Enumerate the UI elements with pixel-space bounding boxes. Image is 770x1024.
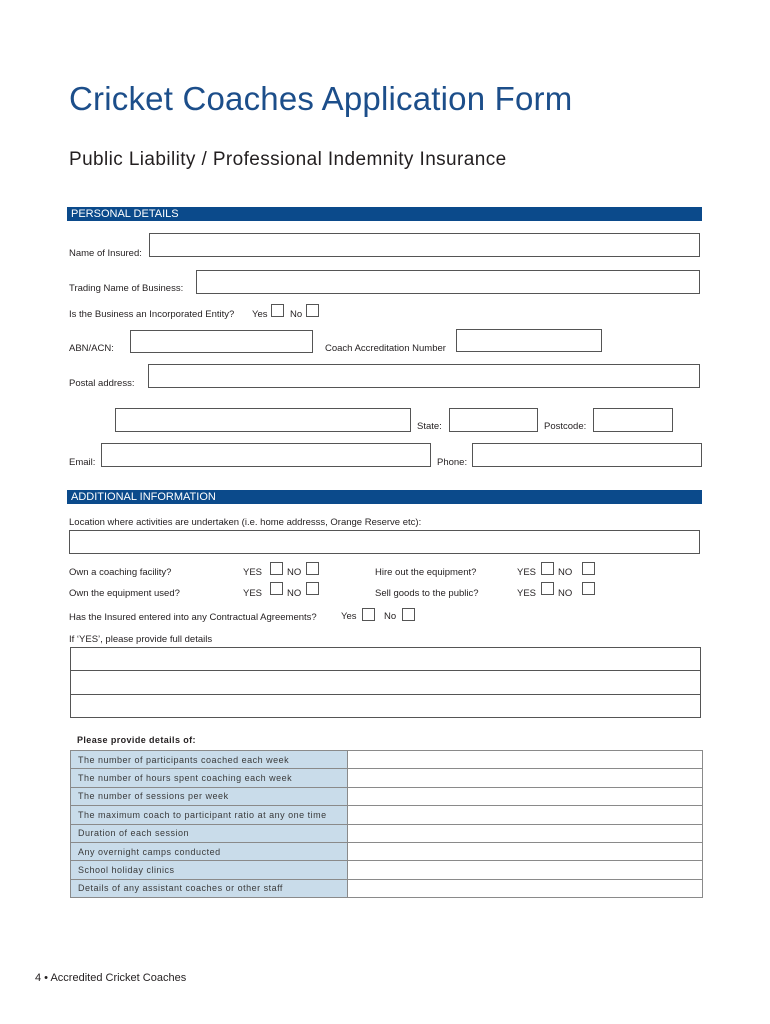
abn-label: ABN/ACN: — [69, 343, 114, 354]
coach-accreditation-label: Coach Accreditation Number — [325, 343, 446, 354]
phone-label: Phone: — [437, 457, 468, 468]
details-question: The maximum coach to participant ratio at any one time — [71, 806, 348, 824]
contractual-question: Has the Insured entered into any Contractual Agreements? — [69, 612, 317, 623]
name-of-insured-field[interactable] — [149, 233, 700, 257]
table-row — [71, 787, 703, 805]
email-field[interactable] — [101, 443, 431, 467]
location-question: Location where activities are undertaken (i.e. home addresss, Orange Reserve etc): — [69, 517, 422, 528]
details-question: The number of sessions per week — [71, 787, 348, 805]
table-row — [71, 769, 703, 787]
postal-address-label: Postal address: — [69, 378, 135, 389]
location-field[interactable] — [69, 530, 700, 554]
table-row — [71, 861, 703, 879]
details-answer-field[interactable] — [348, 769, 703, 787]
incorporated-no-checkbox[interactable] — [306, 304, 319, 317]
table-row — [71, 751, 703, 769]
details-answer-field[interactable] — [348, 824, 703, 842]
details-question: School holiday clinics — [71, 861, 348, 879]
hire-equipment-yes-label: YES — [517, 567, 537, 578]
postcode-label: Postcode: — [544, 421, 587, 432]
contract-details-line3[interactable] — [70, 694, 701, 718]
contractual-no-checkbox[interactable] — [402, 608, 415, 621]
personal-details-header: PERSONAL DETAILS — [67, 207, 702, 221]
hire-equipment-question: Hire out the equipment? — [375, 567, 477, 578]
table-row — [71, 879, 703, 897]
email-label: Email: — [69, 457, 96, 468]
contractual-yes-checkbox[interactable] — [362, 608, 375, 621]
sell-goods-yes-label: YES — [517, 588, 537, 599]
incorporated-question: Is the Business an Incorporated Entity? — [69, 309, 235, 320]
table-row — [71, 806, 703, 824]
page-subtitle: Public Liability / Professional Indemnity Insurance — [69, 149, 507, 170]
own-equipment-yes-checkbox[interactable] — [270, 582, 283, 595]
coach-accreditation-field[interactable] — [456, 329, 602, 352]
additional-info-header: ADDITIONAL INFORMATION — [67, 490, 702, 504]
trading-name-field[interactable] — [196, 270, 700, 294]
postal-address-field[interactable] — [148, 364, 700, 388]
own-facility-no-label: NO — [287, 567, 302, 578]
contract-details-line1[interactable] — [70, 647, 701, 671]
details-answer-field[interactable] — [348, 879, 703, 897]
sell-goods-question: Sell goods to the public? — [375, 588, 479, 599]
phone-field[interactable] — [472, 443, 702, 467]
state-field[interactable] — [449, 408, 538, 432]
details-answer-field[interactable] — [348, 861, 703, 879]
contractual-no-label: No — [384, 611, 397, 622]
details-answer-field[interactable] — [348, 787, 703, 805]
page-title: Cricket Coaches Application Form — [69, 80, 573, 117]
own-facility-no-checkbox[interactable] — [306, 562, 319, 575]
hire-equipment-no-checkbox[interactable] — [582, 562, 595, 575]
page-footer: 4 • Accredited Cricket Coaches — [35, 972, 187, 984]
details-answer-field[interactable] — [348, 806, 703, 824]
table-row — [71, 842, 703, 860]
own-facility-yes-checkbox[interactable] — [270, 562, 283, 575]
details-question: Any overnight camps conducted — [71, 842, 348, 860]
details-answer-field[interactable] — [348, 751, 703, 769]
contract-details-line2[interactable] — [70, 670, 701, 695]
hire-equipment-yes-checkbox[interactable] — [541, 562, 554, 575]
postcode-field[interactable] — [593, 408, 673, 432]
own-equipment-yes-label: YES — [243, 588, 263, 599]
own-facility-yes-label: YES — [243, 567, 263, 578]
name-of-insured-label: Name of Insured: — [69, 248, 142, 259]
details-question: Duration of each session — [71, 824, 348, 842]
details-heading: Please provide details of: — [77, 735, 196, 745]
if-yes-label: If ‘YES’, please provide full details — [69, 634, 213, 645]
details-table — [70, 750, 703, 898]
own-equipment-question: Own the equipment used? — [69, 588, 180, 599]
postal-address-line2-field[interactable] — [115, 408, 411, 432]
own-equipment-no-label: NO — [287, 588, 302, 599]
incorporated-no-label: No — [290, 309, 303, 320]
sell-goods-no-checkbox[interactable] — [582, 582, 595, 595]
table-row — [71, 824, 703, 842]
incorporated-yes-label: Yes — [252, 309, 268, 320]
contractual-yes-label: Yes — [341, 611, 357, 622]
trading-name-label: Trading Name of Business: — [69, 283, 184, 294]
details-question: Details of any assistant coaches or other staff — [71, 879, 348, 897]
details-answer-field[interactable] — [348, 842, 703, 860]
abn-field[interactable] — [130, 330, 313, 353]
incorporated-yes-checkbox[interactable] — [271, 304, 284, 317]
sell-goods-no-label: NO — [558, 588, 573, 599]
details-question: The number of participants coached each week — [71, 751, 348, 769]
details-question: The number of hours spent coaching each week — [71, 769, 348, 787]
hire-equipment-no-label: NO — [558, 567, 573, 578]
state-label: State: — [417, 421, 442, 432]
own-equipment-no-checkbox[interactable] — [306, 582, 319, 595]
own-facility-question: Own a coaching facility? — [69, 567, 172, 578]
sell-goods-yes-checkbox[interactable] — [541, 582, 554, 595]
